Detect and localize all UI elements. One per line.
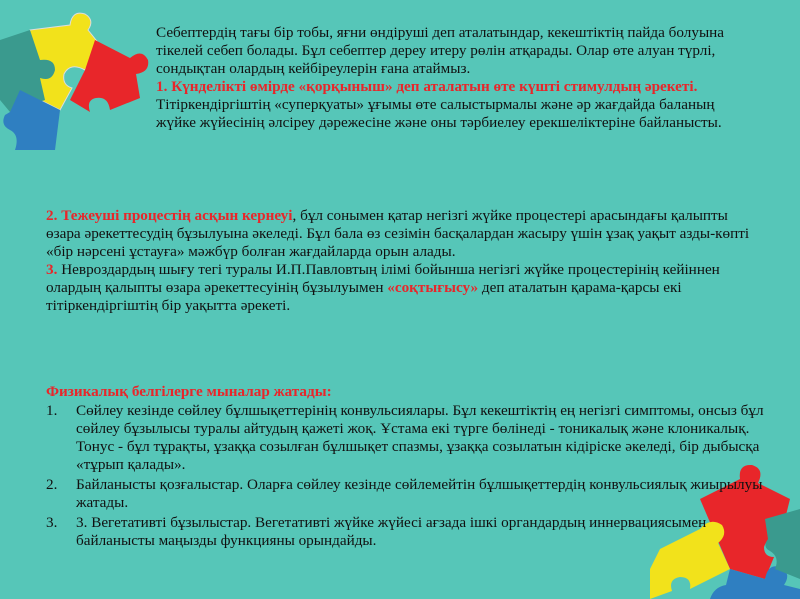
list-number: 2. — [46, 476, 58, 493]
list-item — [46, 514, 766, 550]
intro-text: Себептердің тағы бір тобы, яғни өндіруші деп аталатындар, кекештіктің пайда болуына тікелей себеп болады. Бұл себептер дереу итеру рөлін атқарады. Олар өте алуан түрлі, сондықтан олардың кейбіреулерін ғана атаймыз. — [156, 24, 725, 77]
symptoms-list — [46, 402, 766, 552]
list-text: Сөйлеу кезінде сөйлеу бұлшықеттерінің конвульсиялары. Бұл кекештіктің ең негізгі симптомы, онсыз бұл сөйлеу бұзылысы туралы айтудың қажеті жоқ. Ұстама екі түрге бөлінеді - тоникалық және клоникалық. Тонус - бұл тұрақты, ұзаққа созылған бұлшықет спазмы, ұзаққа созылатын кідіріске әкеледі, бір дыбысқа «тұрып қалады». — [76, 402, 764, 473]
item1-heading: 1. Күнделікті өмірде «қорқыныш» деп аталатын өте күшті стимулдың әрекеті. — [156, 78, 698, 95]
item2-text: , бұл сонымен қатар негізгі жүйке процестері арасындағы қалыпты өзара әрекеттесудің бұзылуына әкеледі. Бұл бала өз сезімін басқалардан жасыру үшін ұзақ уақыт азды-көпті «бір нәрсені ұстауға» мәжбүр болған жағдайларда орын алады. — [46, 207, 750, 260]
list-text: 3. Вегетативті бұзылыстар. Вегетативті жүйке жүйесі ағзада ішкі органдардың иннервациясымен байланысты маңызды функцияны орындайды. — [76, 514, 707, 549]
list-number: 1. — [46, 402, 58, 419]
item3-heading: «соқтығысу» — [387, 279, 479, 296]
list-item — [46, 402, 766, 474]
list-number: 3. — [46, 514, 58, 531]
item2-number: 2. — [46, 207, 58, 224]
causes-paragraph — [46, 207, 766, 315]
item3-text: Невроздардың шығу тегі туралы И.П.Павловтың ілімі бойынша негізгі жүйке процестерінің кейіннен олардың қалыпты өзара әрекеттесуінің бұзылуымен — [46, 261, 720, 296]
list-item — [46, 476, 766, 512]
item3-number: 3. — [46, 261, 58, 278]
list-text: Байланысты қозғалыстар. Оларға сөйлеу кезінде сөйлемейтін бұлшықеттердің конвульсиялық жиырылуы жатады. — [76, 476, 763, 511]
item1-text: Тітіркендіргіштің «суперқуаты» ұғымы өте салыстырмалы және әр жағдайда баланың жүйке жүйесінің әлсіреу дәрежесіне және оны тәрбиелеу ерекшеліктеріне байланысты. — [156, 96, 722, 131]
item2-heading: Тежеуші процестің асқын кернеуі — [57, 207, 293, 224]
section-heading: Физикалық белгілерге мыналар жатады: — [46, 383, 332, 400]
intro-paragraph — [156, 24, 756, 132]
item3-end: деп аталатын қарама-қарсы екі тітіркендіргіштің бір уақытта әрекеті. — [46, 279, 682, 314]
puzzle-pieces-decoration — [0, 0, 150, 150]
